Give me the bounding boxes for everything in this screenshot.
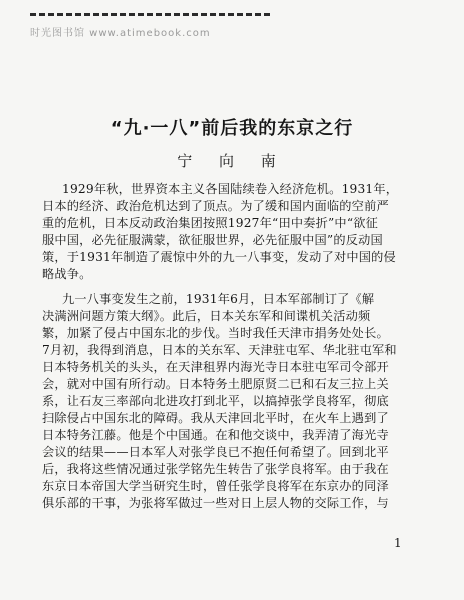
author-name: 宁 向 南	[177, 152, 287, 170]
text-line: 日本特务机关的头头，在天津租界内海光寺日本驻屯军司令部开	[42, 360, 389, 374]
text-line: 繁，加紧了侵占中国东北的步伐。当时我任天津市捐务处处长。	[42, 326, 389, 340]
text-line: 后，我将这些情况通过张学铭先生转告了张学良将军。由于我在	[42, 462, 389, 476]
text-line: 会，就对中国有所行动。日本特务土肥原贤二已和石友三拉上关	[42, 377, 389, 391]
text-line: 重的危机，日本反动政治集团按照1927年“田中奏折”中“欲征	[42, 216, 379, 230]
text-line: 日本的经济、政治危机达到了顶点。为了缓和国内面临的空前严	[42, 199, 389, 213]
text-line: 日本特务江藤。他是个中国通。在和他交谈中，我弄清了海光寺	[42, 428, 389, 442]
page-number: 1	[394, 536, 402, 550]
text-line: 策，于1931年制造了震惊中外的九一八事变，发动了对中国的侵	[42, 250, 396, 264]
text-line: 东京日本帝国大学当研究生时，曾任张学良将军在东京办的同泽	[42, 479, 389, 493]
text-line: 九一八事变发生之前，1931年6月，日本军部制订了《解	[62, 292, 375, 306]
header-rule	[30, 13, 270, 19]
chapter-title: “九·一八”前后我的东京之行	[110, 118, 354, 139]
text-line: 系，让石友三率部向北进攻打到北平，以搞掉张学良将军，彻底	[42, 394, 389, 408]
text-line: 俱乐部的干事，为张将军做过一些对日上层人物的交际工作，与	[42, 496, 389, 510]
text-line: 决满洲问题方策大纲》。此后，日本关东军和间谍机关活动频	[42, 309, 371, 323]
text-line: 略战争。	[42, 267, 92, 281]
watermark-text: 时光图书馆 www.atimebook.com	[30, 28, 211, 39]
text-line: 7月初，我得到消息，日本的关东军、天津驻屯军、华北驻屯军和	[42, 343, 397, 357]
text-line: 1929年秋，世界资本主义各国陆续卷入经济危机。1931年，	[62, 182, 399, 196]
text-line: 会议的结果——日本军人对张学良已不抱任何希望了。回到北平	[42, 445, 389, 459]
text-line: 扫除侵占中国东北的障碍。我从天津回北平时，在火车上遇到了	[42, 411, 389, 425]
text-line: 服中国，必先征服满蒙，欲征服世界，必先征服中国”的反动国	[42, 233, 383, 247]
